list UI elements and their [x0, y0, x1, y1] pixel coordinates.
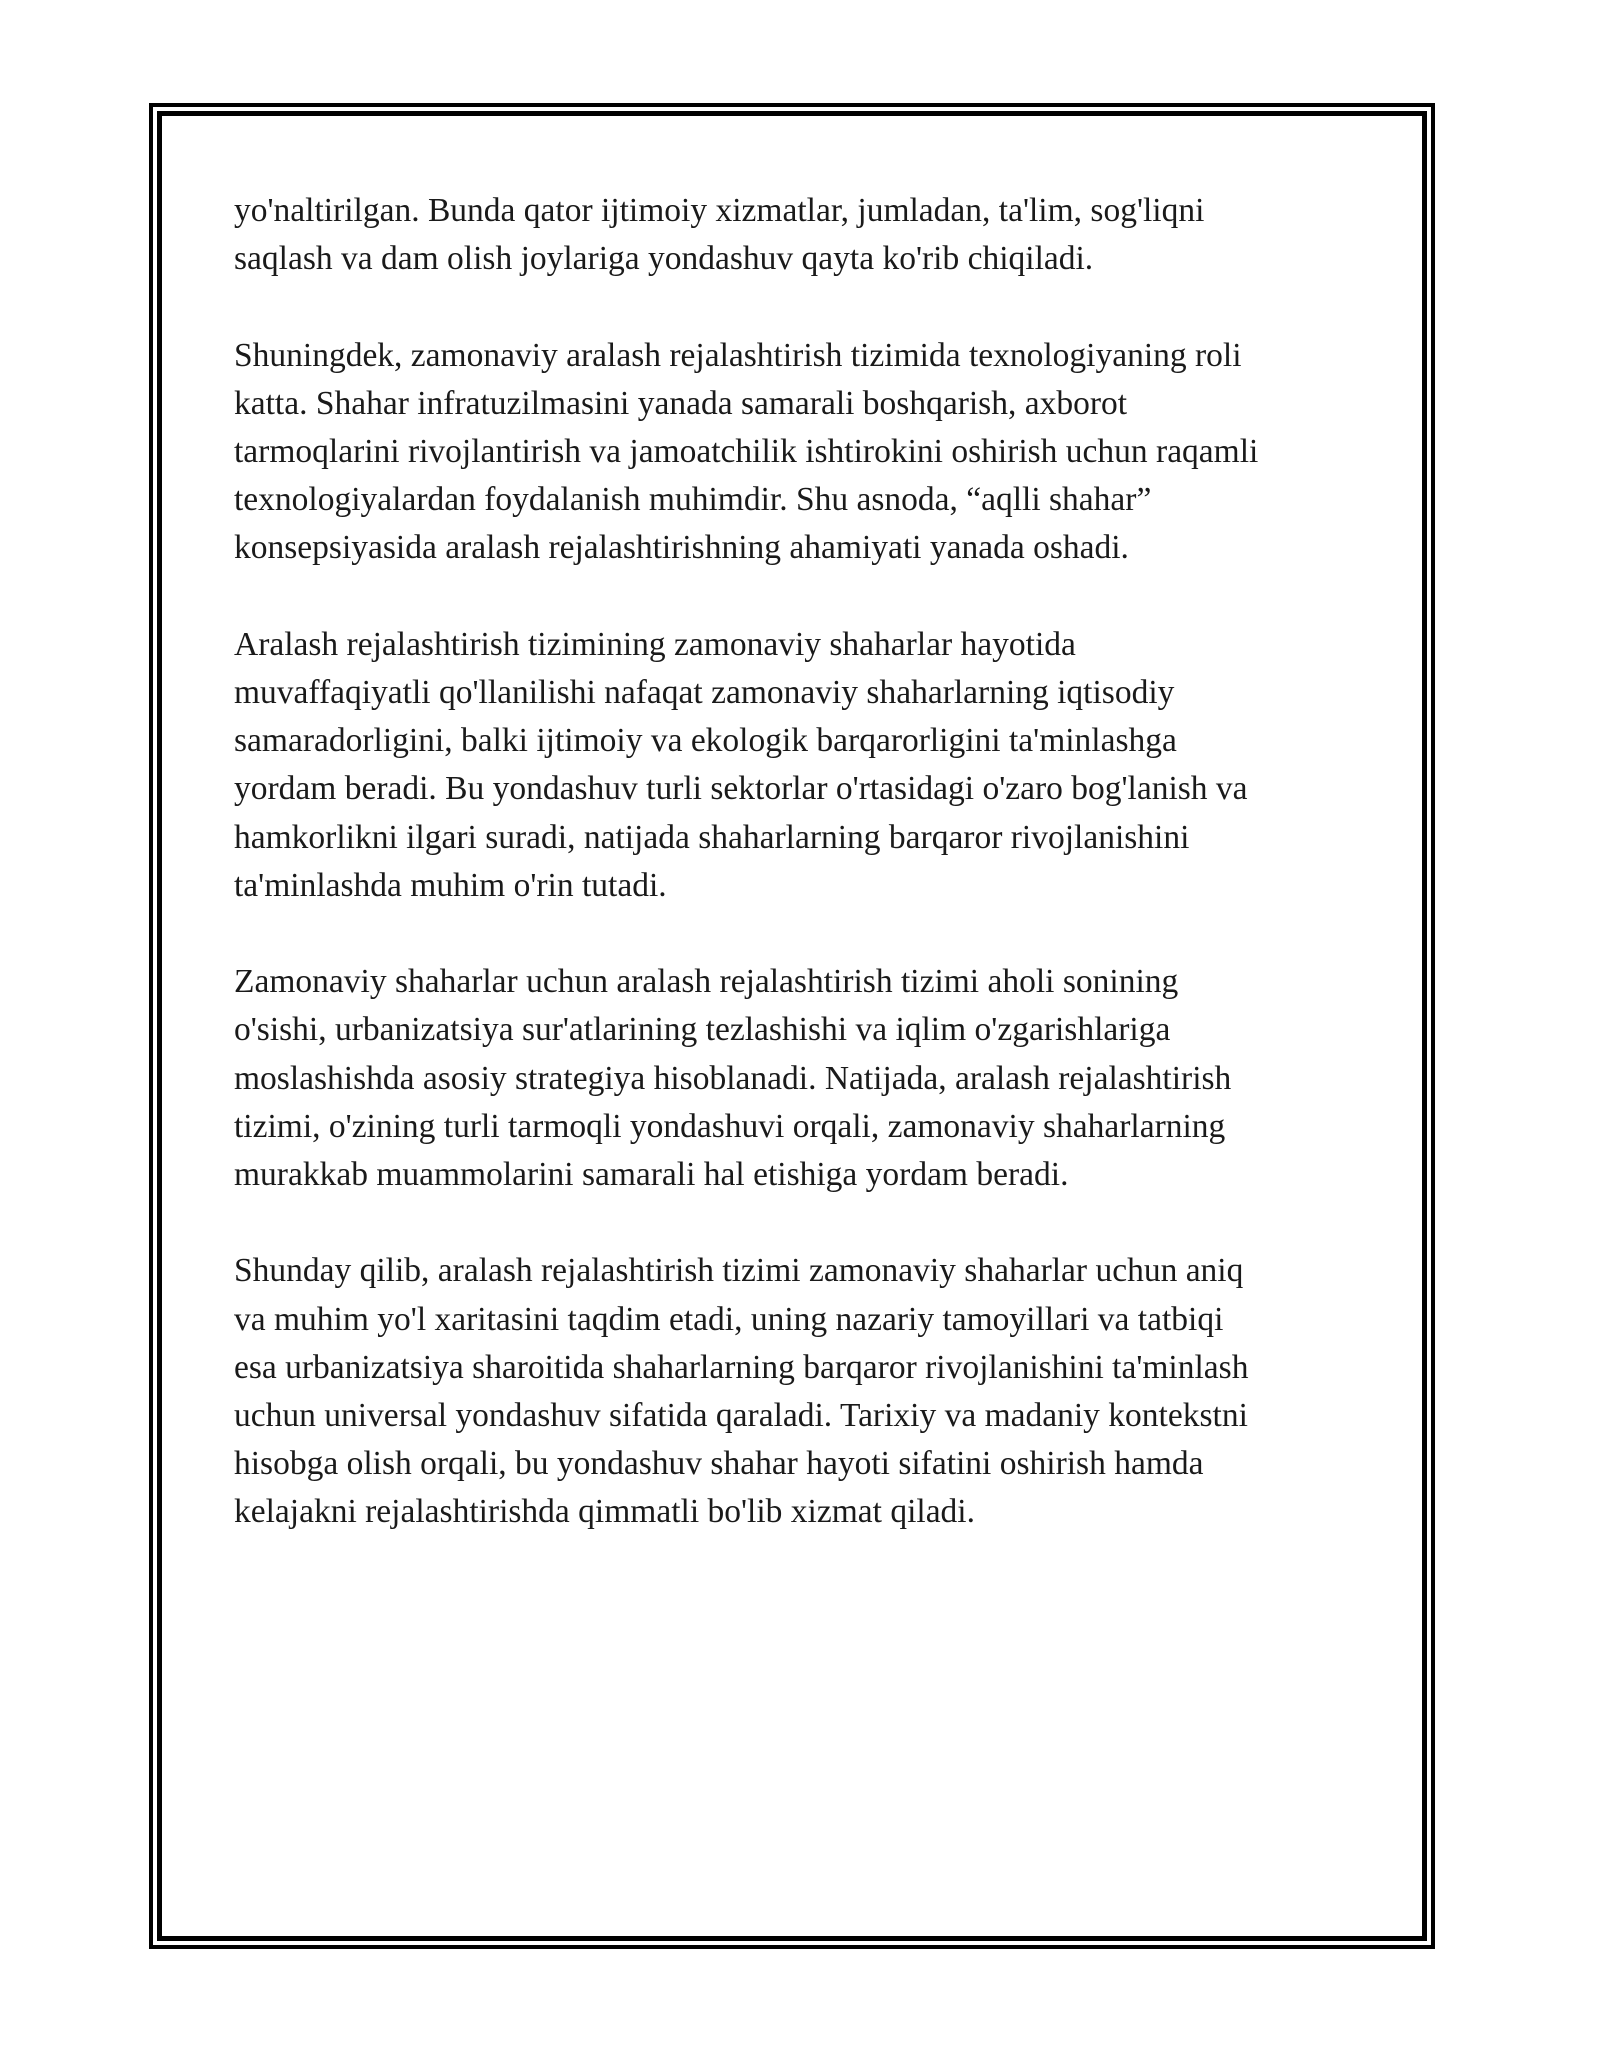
paragraph-4: Zamonaviy shaharlar uchun aralash rejalashtirish tizimi aholi sonining o'sishi, urbanizatsiya sur'atlarining tezlashishi va iqlim o'zgarishlariga moslashishda asosiy strategiya hisoblanadi. Natijada, aralash rejalashtirish tizimi, o'zining turli tarmoqli yondashuvi orqali, zamonaviy shaharlarning murakkab muammolarini samarali hal etishiga yordam beradi.: [234, 963, 1232, 1194]
paragraph-5: Shunday qilib, aralash rejalashtirish tizimi zamonaviy shaharlar uchun aniq va muhim yo'l xaritasini taqdim etadi, uning nazariy tamoyillari va tatbiqi esa urbanizatsiya sharoitida shaharlarning barqaror rivojlanishini ta'minlash uchun universal yondashuv sifatida qaraladi. Tarixiy va madaniy kontekstni hisobga olish orqali, bu yondashuv shahar hayoti sifatini oshirish hamda kelajakni rejalashtirishda qimmatli bo'lib xizmat qiladi.: [234, 1252, 1249, 1531]
paragraph-1: yo'naltirilgan. Bunda qator ijtimoiy xizmatlar, jumladan, ta'lim, sog'liqni saqlash va dam olish joylariga yondashuv qayta ko'rib chiqiladi.: [234, 192, 1205, 278]
document-body: [234, 187, 1364, 1537]
paragraph-2: Shuningdek, zamonaviy aralash rejalashtirish tizimida texnologiyaning roli katta. Shahar infratuzilmasini yanada samarali boshqarish, axborot tarmoqlarini rivojlantirish va jamoatchilik ishtirokini oshirish uchun raqamli texnologiyalardan foydalanish muhimdir. Shu asnoda, “aqlli shahar” konsepsiyasida aralash rejalashtirishning ahamiyati yanada oshadi.: [234, 336, 1259, 567]
paragraph-3: Aralash rejalashtirish tizimining zamonaviy shaharlar hayotida muvaffaqiyatli qo'llanilishi nafaqat zamonaviy shaharlarning iqtisodiy samaradorligini, balki ijtimoiy va ekologik barqarorligini ta'minlashga yordam beradi. Bu yondashuv turli sektorlar o'rtasidagi o'zaro bog'lanish va hamkorlikni ilgari suradi, natijada shaharlarning barqaror rivojlanishini ta'minlashda muhim o'rin tutadi.: [234, 625, 1248, 904]
